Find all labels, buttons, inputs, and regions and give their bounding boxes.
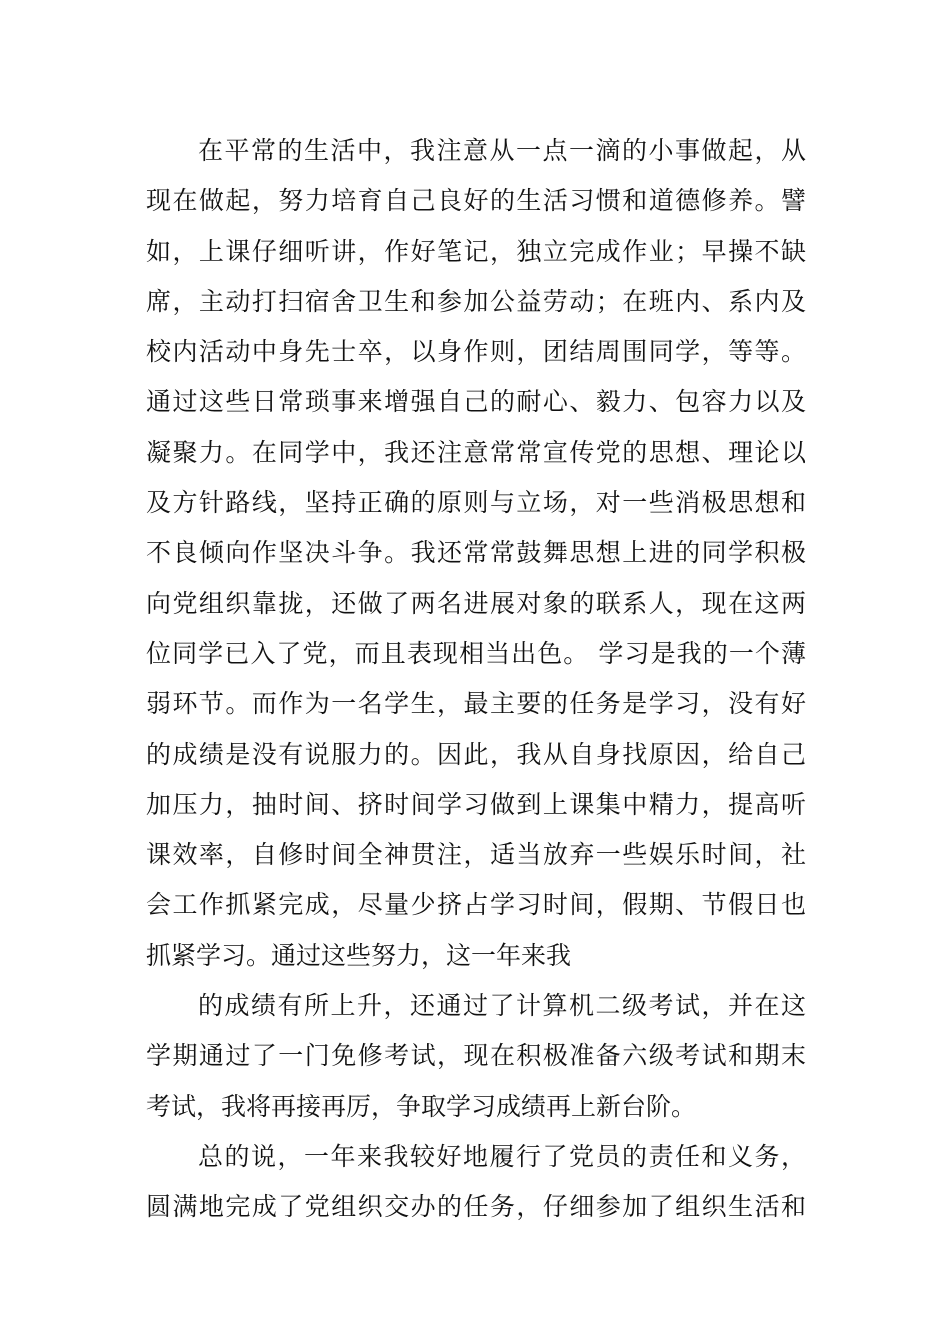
- text-line: 圆满地完成了党组织交办的任务，仔细参加了组织生活和: [146, 1192, 806, 1222]
- text-line: 弱环节。而作为一名学生，最主要的任务是学习，没有好: [146, 689, 806, 719]
- text-line: 加压力，抽时间、挤时间学习做到上课集中精力，提高听: [146, 789, 806, 819]
- text-line: 课效率，自修时间全神贯注，适当放弃一些娱乐时间，社: [146, 840, 806, 870]
- text-line: 考试，我将再接再厉，争取学习成绩再上新台阶。: [146, 1091, 697, 1121]
- text-line: 席，主动打扫宿舍卫生和参加公益劳动；在班内、系内及: [146, 286, 806, 316]
- text-line: 在平常的生活中，我注意从一点一滴的小事做起，从: [198, 136, 806, 165]
- text-line: 通过这些日常琐事来增强自己的耐心、毅力、包容力以及: [146, 387, 806, 417]
- text-line: 抓紧学习。通过这些努力，这一年来我: [146, 940, 572, 970]
- text-line: 凝聚力。在同学中，我还注意常常宣传党的思想、理论以: [146, 437, 806, 467]
- text-line: 会工作抓紧完成，尽量少挤占学习时间，假期、节假日也: [146, 890, 806, 920]
- text-line: 的成绩有所上升，还通过了计算机二级考试，并在这: [198, 991, 806, 1021]
- text-line: 如，上课仔细听讲，作好笔记，独立完成作业；早操不缺: [146, 236, 806, 266]
- text-line: 向党组织靠拢，还做了两名进展对象的联系人，现在这两: [146, 588, 806, 618]
- text-line: 校内活动中身先士卒，以身作则，团结周围同学，等等。: [146, 337, 806, 367]
- text-line: 现在做起，努力培育自己良好的生活习惯和道德修养。譬: [146, 186, 806, 216]
- document-body: [146, 126, 806, 1233]
- text-line: 学期通过了一门免修考试，现在积极准备六级考试和期末: [146, 1041, 806, 1071]
- text-line: 位同学已入了党，而且表现相当出色。 学习是我的一个薄: [146, 638, 806, 668]
- text-line: 不良倾向作坚决斗争。我还常常鼓舞思想上进的同学积极: [146, 538, 806, 568]
- text-line: 的成绩是没有说服力的。因此，我从自身找原因，给自己: [146, 739, 806, 769]
- text-line: 及方针路线，坚持正确的原则与立场，对一些消极思想和: [146, 488, 806, 518]
- text-line: 总的说，一年来我较好地履行了党员的责任和义务，: [198, 1141, 806, 1171]
